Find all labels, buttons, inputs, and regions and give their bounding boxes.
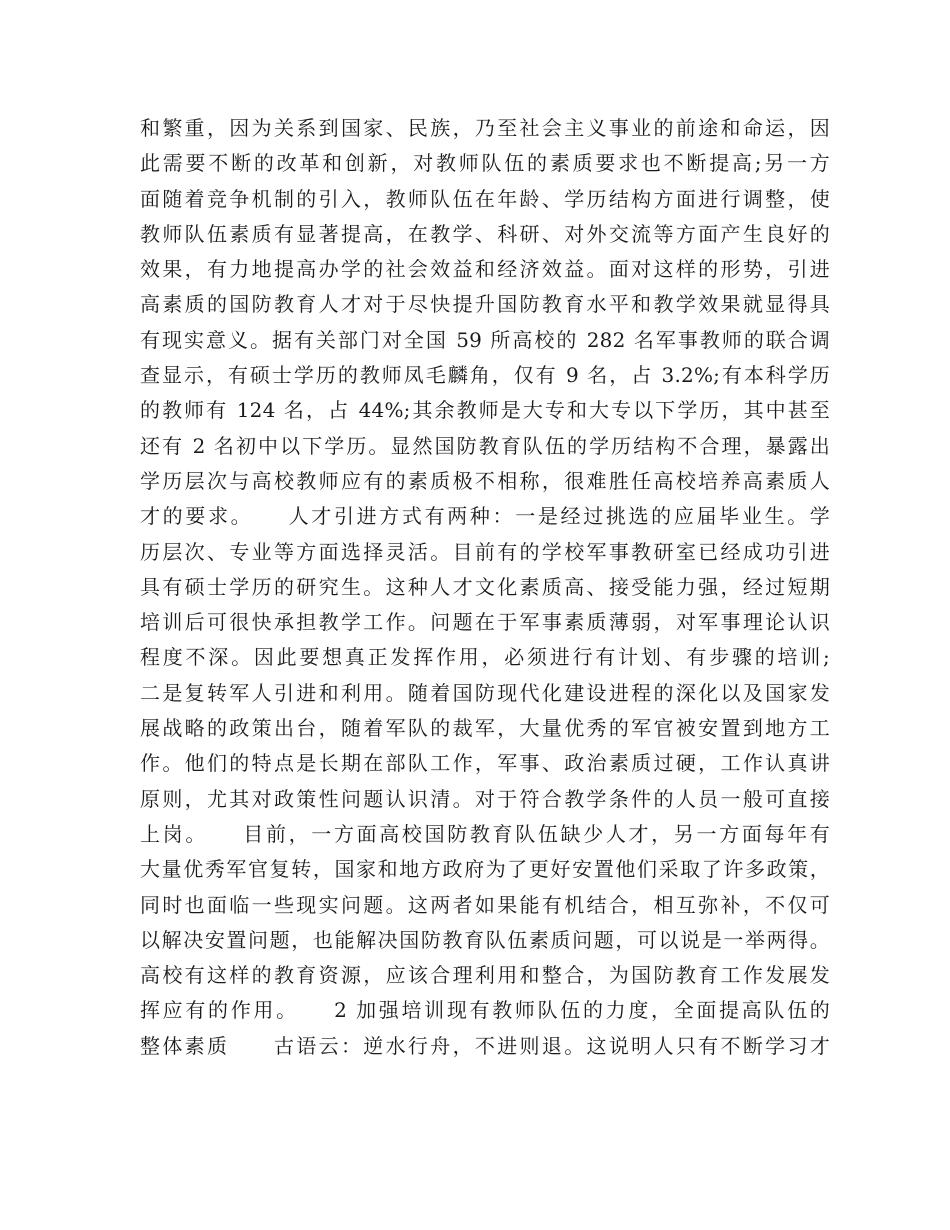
text-line: 还有 2 名初中以下学历。显然国防教育队伍的学历结构不合理，暴露出 — [140, 433, 830, 458]
text-line: 作。他们的特点是长期在部队工作，军事、政治素质过硬，工作认真讲 — [140, 751, 830, 776]
text-line: 挥应有的作用。 2 加强培训现有教师队伍的力度，全面提高队伍的 — [140, 998, 830, 1023]
text-line: 查显示，有硕士学历的教师凤毛麟角，仅有 9 名，占 3.2%;有本科学历 — [140, 363, 830, 388]
text-line: 整体素质 古语云：逆水行舟，不进则退。这说明人只有不断学习才 — [140, 1033, 830, 1058]
text-line: 历层次、专业等方面选择灵活。目前有的学校军事教研室已经成功引进 — [140, 539, 830, 564]
text-line: 原则，尤其对政策性问题认识清。对于符合教学条件的人员一般可直接 — [140, 786, 830, 811]
text-line: 效果，有力地提高办学的社会效益和经济效益。面对这样的形势，引进 — [140, 257, 830, 282]
text-line: 大量优秀军官复转，国家和地方政府为了更好安置他们采取了许多政策， — [140, 857, 830, 882]
text-line: 高校有这样的教育资源，应该合理利用和整合，为国防教育工作发展发 — [140, 963, 830, 988]
text-line: 上岗。 目前，一方面高校国防教育队伍缺少人才，另一方面每年有 — [140, 821, 830, 846]
text-line: 二是复转军人引进和利用。随着国防现代化建设进程的深化以及国家发 — [140, 680, 830, 705]
text-line: 学历层次与高校教师应有的素质极不相称，很难胜任高校培养高素质人 — [140, 468, 830, 493]
text-line: 同时也面临一些现实问题。这两者如果能有机结合，相互弥补，不仅可 — [140, 892, 830, 917]
text-line: 面随着竞争机制的引入，教师队伍在年龄、学历结构方面进行调整，使 — [140, 186, 830, 211]
text-line: 具有硕士学历的研究生。这种人才文化素质高、接受能力强，经过短期 — [140, 574, 830, 599]
text-line: 以解决安置问题，也能解决国防教育队伍素质问题，可以说是一举两得。 — [140, 927, 830, 952]
text-line: 的教师有 124 名，占 44%;其余教师是大专和大专以下学历，其中甚至 — [140, 398, 830, 423]
text-line: 教师队伍素质有显著提高，在教学、科研、对外交流等方面产生良好的 — [140, 221, 830, 246]
text-line: 程度不深。因此要想真正发挥作用，必须进行有计划、有步骤的培训; — [140, 645, 830, 670]
text-line: 高素质的国防教育人才对于尽快提升国防教育水平和教学效果就显得具 — [140, 292, 830, 317]
text-line: 才的要求。 人才引进方式有两种：一是经过挑选的应届毕业生。学 — [140, 504, 830, 529]
text-line: 培训后可很快承担教学工作。问题在于军事素质薄弱，对军事理论认识 — [140, 610, 830, 635]
text-line: 此需要不断的改革和创新，对教师队伍的素质要求也不断提高;另一方 — [140, 151, 830, 176]
text-line: 有现实意义。据有关部门对全国 59 所高校的 282 名军事教师的联合调 — [140, 327, 830, 352]
body-text — [140, 111, 830, 1064]
text-line: 和繁重，因为关系到国家、民族，乃至社会主义事业的前途和命运，因 — [140, 116, 830, 140]
text-line: 展战略的政策出台，随着军队的裁军，大量优秀的军官被安置到地方工 — [140, 716, 830, 741]
